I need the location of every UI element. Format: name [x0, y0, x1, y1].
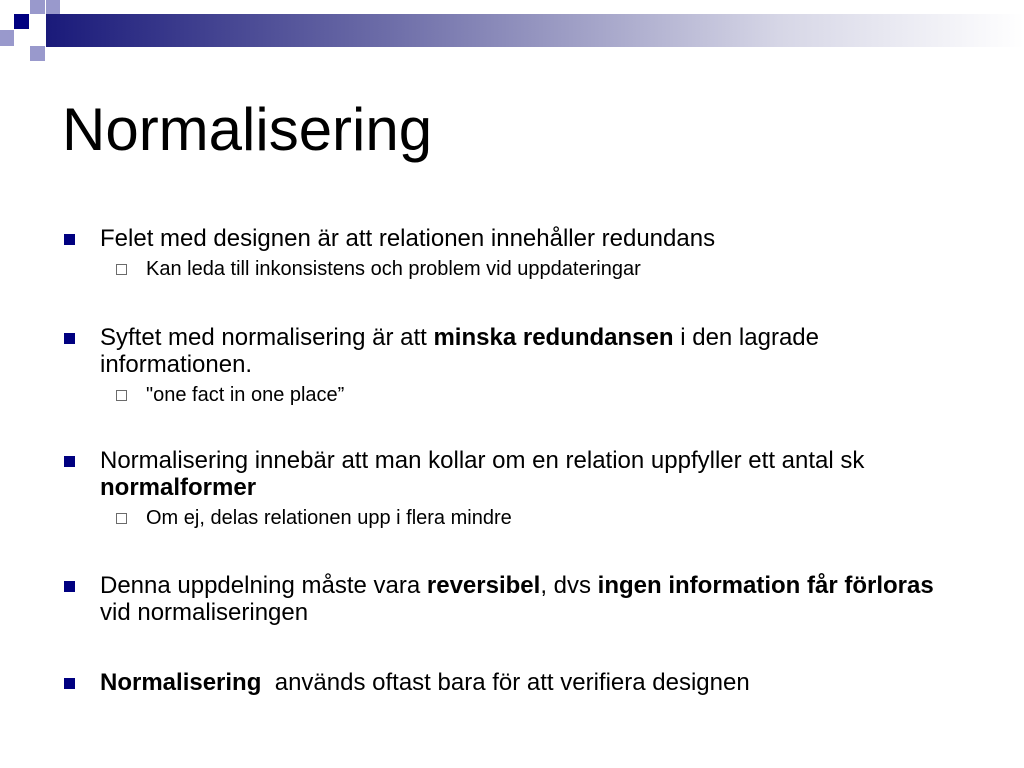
bullet-text: Normalisering innebär att man kollar om en relation uppfyller ett antal sk — [100, 447, 865, 474]
bullet-text-bold: normalformer — [100, 474, 257, 501]
bullet-text: används oftast bara för att verifiera designen — [261, 669, 750, 696]
sub-bullet-text: Kan leda till inkonsistens och problem vid uppdateringar — [146, 258, 641, 280]
sub-bullet-text: "one fact in one place” — [146, 384, 345, 406]
bullet-text: vid normaliseringen — [100, 599, 309, 626]
decor-square — [30, 0, 45, 14]
bullet-group — [0, 669, 1024, 696]
slide-title: Normalisering — [62, 96, 433, 163]
bullet-text: Felet med designen är att relationen innehåller redundans — [100, 225, 716, 252]
bullet-text: i den lagrade informationen. — [100, 324, 819, 378]
bullet-item — [0, 572, 960, 626]
square-bullet-icon — [64, 234, 75, 245]
bullet-item — [0, 225, 960, 252]
square-bullet-icon — [64, 333, 75, 344]
bullet-text: , dvs — [540, 572, 598, 599]
sub-bullet-text: Om ej, delas relationen upp i flera mindre — [146, 507, 512, 529]
hollow-square-bullet-icon — [116, 390, 127, 401]
header-gradient-bar — [46, 14, 1024, 47]
square-bullet-icon — [64, 678, 75, 689]
hollow-square-bullet-icon — [116, 264, 127, 275]
header-decoration — [0, 0, 1024, 62]
square-bullet-icon — [64, 456, 75, 467]
decor-square — [30, 46, 45, 61]
decor-square — [0, 30, 14, 46]
bullet-text-bold: Normalisering — [100, 669, 262, 696]
bullet-group — [0, 324, 1024, 407]
bullet-item — [0, 669, 960, 696]
bullet-text-bold: ingen information får förloras — [597, 572, 934, 599]
bullet-group — [0, 572, 1024, 626]
bullet-text: Denna uppdelning måste vara — [100, 572, 427, 599]
bullet-group — [0, 225, 1024, 281]
bullet-group — [0, 447, 1024, 530]
bullet-item — [0, 324, 960, 378]
bullet-text-bold: minska redundansen — [433, 324, 674, 351]
decor-square — [46, 0, 60, 14]
bullet-text-bold: reversibel — [426, 572, 541, 599]
sub-bullet-item — [0, 257, 966, 281]
sub-bullet-item — [0, 383, 966, 407]
square-bullet-icon — [64, 581, 75, 592]
decor-square — [30, 30, 45, 46]
bullet-text: Syftet med normalisering är att — [100, 324, 434, 351]
decor-square — [14, 14, 29, 29]
sub-bullet-item — [0, 506, 966, 530]
bullet-item — [0, 447, 960, 501]
hollow-square-bullet-icon — [116, 513, 127, 524]
